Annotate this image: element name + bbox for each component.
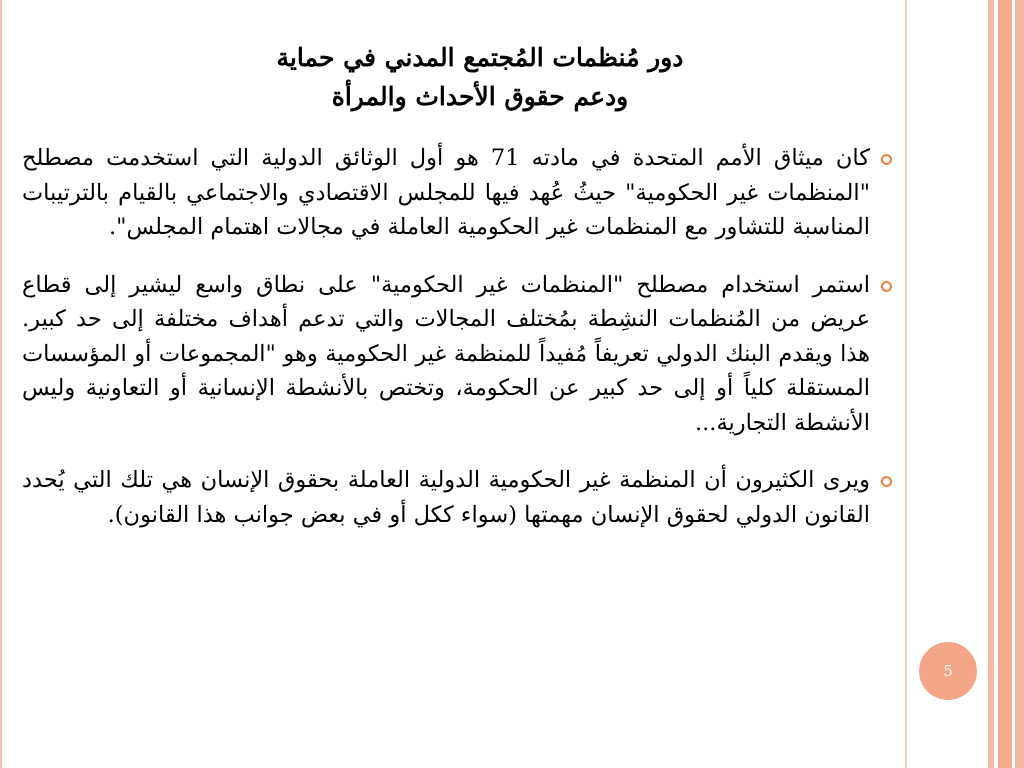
slide-title-line-1: دور مُنظمات المُجتمع المدني في حماية [276,43,684,72]
bullet-circle-icon [881,281,892,292]
bullet-paragraph-3 [22,463,892,532]
slide-separator-line [905,0,907,768]
bullet-circle-icon [881,476,892,487]
slide-content [22,141,892,555]
slide-left-border [0,0,2,768]
paragraph-text: كان ميثاق الأمم المتحدة في مادته 71 هو أول الوثائق الدولية التي استخدمت مصطلح "المنظمات غير الحكومية" حيثُ عُهد فيها للمجلس الاقتصادي والاجتماعي بالقيام بالترتيبات المناسبة للتشاور مع المنظمات غير الحكومية العاملة في مجالات اهتمام المجلس". [22,145,870,240]
bullet-paragraph-2 [22,268,892,441]
bullet-paragraph-1 [22,141,892,245]
slide-title-line-2: ودعم حقوق الأحداث والمرأة [331,82,629,111]
slide-title [160,38,800,116]
decorative-side-stripes [982,0,1024,768]
paragraph-text: ويرى الكثيرون أن المنظمة غير الحكومية الدولية العاملة بحقوق الإنسان هي تلك التي يُحدد القانون الدولي لحقوق الإنسان مهمتها (سواء ككل أو في بعض جوانب هذا القانون). [22,467,870,528]
slide-number: 5 [943,662,953,680]
paragraph-text: استمر استخدام مصطلح "المنظمات غير الحكومية" على نطاق واسع ليشير إلى قطاع عريض من المُنظمات النشِطة بمُختلف المجالات والتي تدعم أهداف مختلفة إلى حد كبير. هذا ويقدم البنك الدولي تعريفاً مُفيداً للمنظمة غير الحكومية وهو "المجموعات أو المؤسسات المستقلة كلياً أو إلى حد كبير عن الحكومة، وتختص بالأنشطة الإنسانية أو التعاونية وليس الأنشطة التجارية... [22,271,870,436]
bullet-circle-icon [881,154,892,165]
slide-number-badge [919,642,977,700]
